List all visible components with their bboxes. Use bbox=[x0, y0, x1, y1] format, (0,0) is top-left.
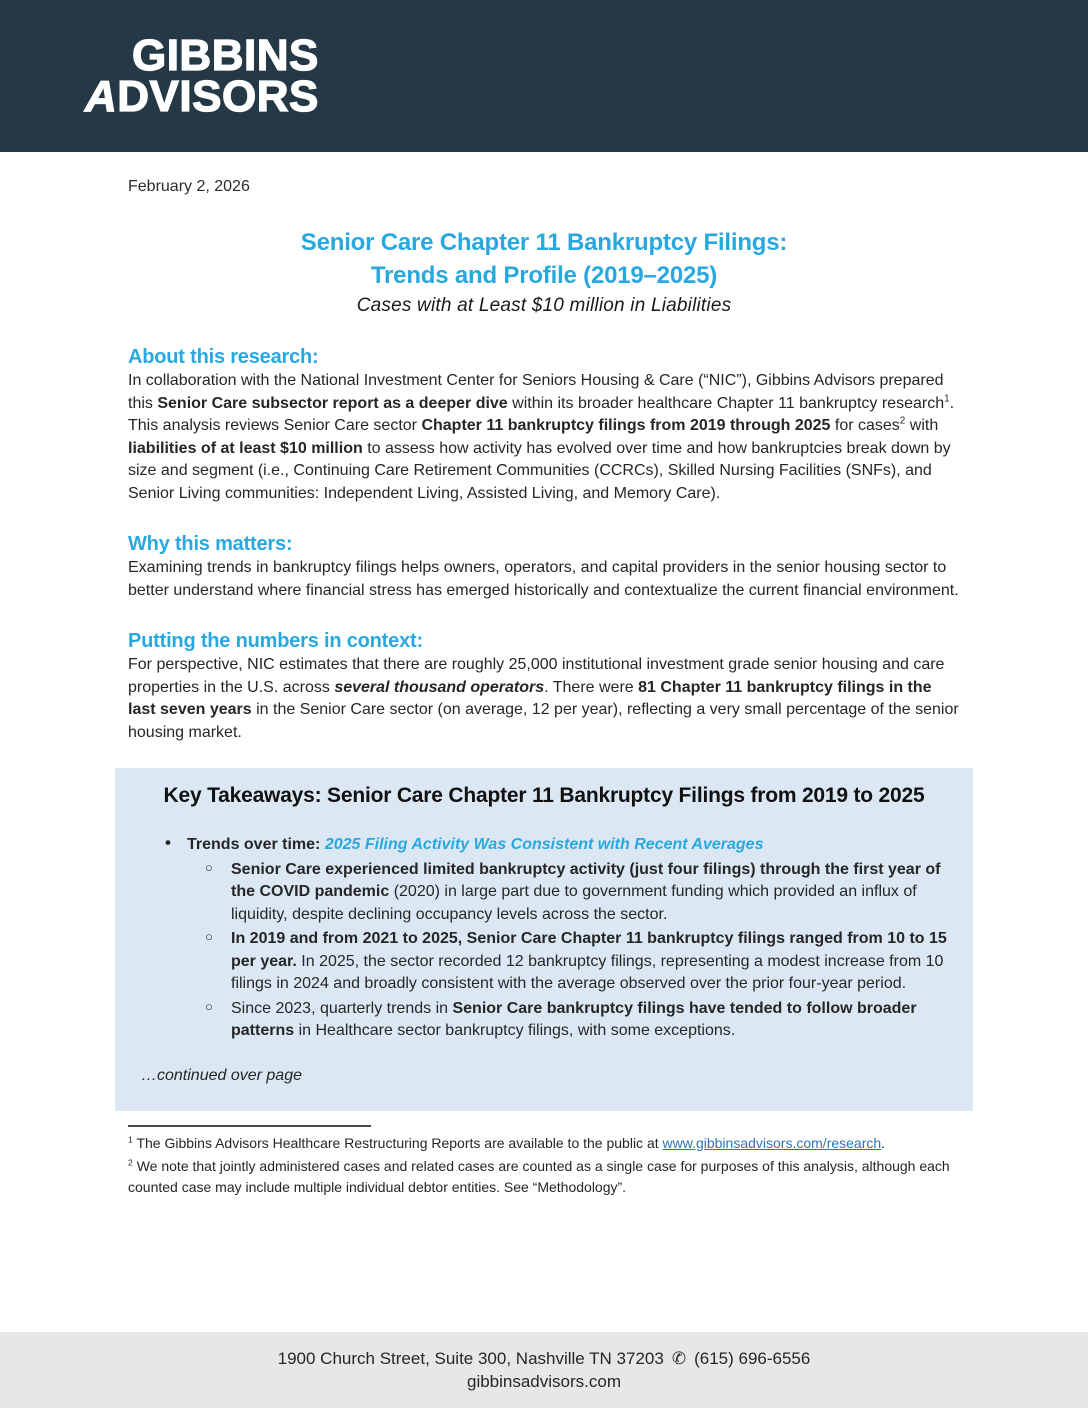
about-paragraph bbox=[128, 370, 960, 505]
text-run: for cases bbox=[830, 417, 900, 434]
text-run: Chapter 11 bankruptcy filings from 2019 through 2025 bbox=[421, 417, 831, 434]
text-run: . There were bbox=[544, 678, 639, 696]
footer-address: 1900 Church Street, Suite 300, Nashville TN 37203 bbox=[277, 1348, 664, 1368]
logo-word-advisors: ADVISORS bbox=[85, 72, 319, 121]
text-run: . bbox=[881, 1134, 886, 1151]
document-date: February 2, 2026 bbox=[128, 178, 250, 195]
text-run: In 2025, the sector recorded 12 bankruptcy filings, representing a modest increase from 10 filings in 2024 and broadly consistent with the average observed over the prior four-year period. bbox=[231, 952, 944, 992]
text-run: For perspective, NIC estimates that there are roughly 25,000 institutional investment grade senior housing and care properties in the U.S. across bbox=[128, 656, 945, 696]
footer-phone: (615) 696-6556 bbox=[694, 1348, 811, 1368]
takeaway-sub-text-1 bbox=[231, 859, 947, 927]
phone-icon: ✆ bbox=[671, 1348, 687, 1368]
about-heading: About this research: bbox=[128, 346, 319, 368]
text-run: . This analysis reviews Senior Care sector bbox=[128, 394, 955, 434]
text-run: (2020) in large part due to government funding which provided an influx of liquidity, despite declining occupancy levels across the sector. bbox=[231, 883, 917, 923]
text-run: in Healthcare sector bankruptcy filings, with some exceptions. bbox=[294, 1022, 736, 1039]
takeaway-sub-item-3 bbox=[203, 998, 947, 1043]
text-run: 2025 Filing Activity Was Consistent with Recent Averages bbox=[324, 836, 764, 853]
takeaways-list bbox=[141, 834, 947, 1043]
text-run: Examining trends in bankruptcy filings helps owners, operators, and capital providers in the senior housing sector to better understand where financial stress has emerged historically and contextualize the current financial environment. bbox=[128, 559, 959, 599]
text-run: 81 Chapter 11 bankruptcy filings in the last seven years bbox=[128, 678, 932, 718]
text-run: Trends over time: bbox=[187, 836, 325, 853]
takeaways-sublist bbox=[187, 859, 947, 1043]
key-takeaways-box bbox=[115, 768, 973, 1111]
takeaway-sub-text-3 bbox=[231, 998, 947, 1043]
key-takeaways-title: Key Takeaways: Senior Care Chapter 11 Bankruptcy Filings from 2019 to 2025 bbox=[163, 784, 925, 807]
why-heading: Why this matters: bbox=[128, 533, 293, 555]
context-heading: Putting the numbers in context: bbox=[128, 630, 423, 652]
research-link[interactable]: www.gibbinsadvisors.com/research bbox=[662, 1134, 882, 1151]
text-run: with bbox=[905, 417, 939, 434]
footnote-marker: 1 bbox=[944, 393, 950, 405]
text-run: in the Senior Care sector (on average, 12 per year), reflecting a very small percentage of the senior housing market. bbox=[128, 701, 959, 741]
document-body bbox=[0, 176, 1088, 1198]
footer-website: gibbinsadvisors.com bbox=[466, 1371, 621, 1391]
footer-contact-line bbox=[278, 1349, 811, 1369]
section-context bbox=[128, 628, 960, 744]
footnote-marker: 1 bbox=[128, 1133, 133, 1144]
page-footer bbox=[0, 1332, 1088, 1408]
takeaway-trends-text bbox=[187, 834, 947, 857]
title-block bbox=[128, 226, 960, 318]
text-run: within its broader healthcare Chapter 11 bankruptcy research bbox=[507, 394, 945, 412]
page-title-line-1: Senior Care Chapter 11 Bankruptcy Filings: bbox=[300, 229, 788, 256]
footnote-separator bbox=[128, 1125, 371, 1127]
context-paragraph bbox=[128, 654, 960, 744]
footnote-marker: 2 bbox=[128, 1156, 133, 1167]
page-title bbox=[128, 226, 960, 292]
why-paragraph bbox=[128, 557, 960, 602]
section-why bbox=[128, 531, 960, 602]
takeaway-sub-text-2 bbox=[231, 928, 947, 996]
text-run: liabilities of at least $10 million bbox=[128, 439, 363, 457]
logo-word-gibbins: GIBBINS bbox=[131, 30, 319, 80]
section-about bbox=[128, 344, 960, 505]
text-run: We note that jointly administered cases and related cases are counted as a single case for purposes of this analysis, although each counted case may include multiple individual debtor entities. See “Methodology”. bbox=[128, 1157, 950, 1195]
page-title-line-2: Trends and Profile (2019–2025) bbox=[370, 262, 718, 289]
text-run: The Gibbins Advisors Healthcare Restructuring Reports are available to the public at bbox=[132, 1134, 663, 1151]
text-run: In collaboration with the National Investment Center for Seniors Housing & Care (“NIC”), Gibbins Advisors prepared this bbox=[128, 372, 944, 412]
gibbins-advisors-logo bbox=[85, 30, 319, 121]
continued-note: …continued over page bbox=[141, 1066, 302, 1084]
text-run: Senior Care experienced limited bankruptcy activity (just four filings) through the first year of the COVID pandemic bbox=[231, 860, 941, 900]
takeaway-trends-item bbox=[163, 834, 947, 1043]
footnote-1 bbox=[128, 1133, 960, 1154]
masthead bbox=[0, 0, 1088, 152]
takeaway-sub-item-2 bbox=[203, 928, 947, 996]
text-run: Since 2023, quarterly trends in bbox=[231, 999, 453, 1017]
text-run: In 2019 and from 2021 to 2025, Senior Care Chapter 11 bankruptcy filings ranged from 10 to 15 per year. bbox=[231, 930, 947, 970]
footnote-2 bbox=[128, 1156, 960, 1198]
footnote-marker: 2 bbox=[899, 415, 906, 427]
takeaway-sub-item-1 bbox=[203, 859, 947, 927]
page-subtitle: Cases with at Least $10 million in Liabilities bbox=[356, 295, 732, 316]
text-run: Senior Care bankruptcy filings have tended to follow broader patterns bbox=[231, 999, 917, 1039]
footer-website-line bbox=[467, 1372, 621, 1392]
text-run: to assess how activity has evolved over time and how bankruptcies break down by size and segment (i.e., Continuing Care Retirement Communities (CCRCs), Skilled Nursing Facilities (SNFs), and Senior Living communities: Independent Living, Assisted Living, and Memory Care). bbox=[128, 439, 951, 502]
text-run: several thousand operators bbox=[334, 678, 545, 696]
text-run: Senior Care subsector report as a deeper dive bbox=[157, 394, 508, 412]
